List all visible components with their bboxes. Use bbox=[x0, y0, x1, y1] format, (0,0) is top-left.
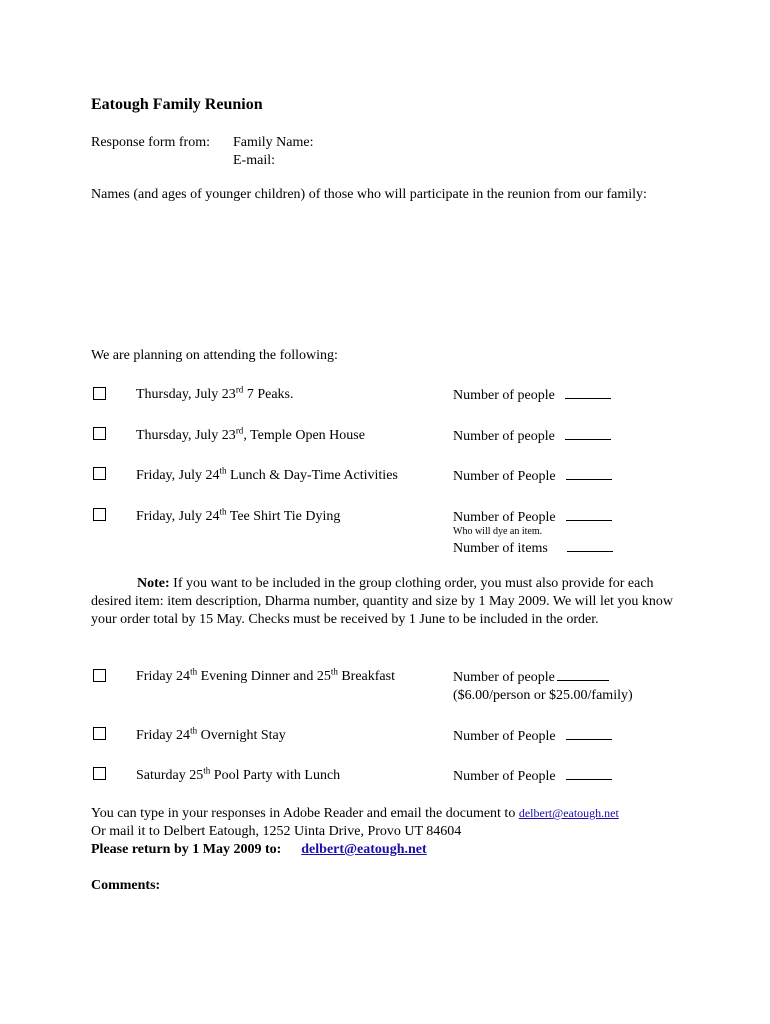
event-count-2: Number of people bbox=[453, 427, 611, 445]
family-name-label: Family Name: bbox=[233, 135, 314, 150]
event-count-3: Number of People bbox=[453, 467, 612, 485]
response-form-label: Response form from: bbox=[91, 135, 210, 150]
page-title: Eatough Family Reunion bbox=[91, 96, 263, 113]
return-instructions: Please return by 1 May 2009 to: delbert@eatough.net bbox=[91, 842, 427, 857]
event-label-4: Friday, July 24th Tee Shirt Tie Dying bbox=[136, 506, 341, 524]
event-checkbox-7[interactable] bbox=[93, 767, 106, 780]
event-checkbox-3[interactable] bbox=[93, 467, 106, 480]
event-checkbox-5[interactable] bbox=[93, 669, 106, 682]
event-count-field-3[interactable] bbox=[566, 467, 612, 480]
email-label: E-mail: bbox=[233, 153, 275, 168]
event-label-2: Thursday, July 23rd, Temple Open House bbox=[136, 425, 365, 443]
event-count-field-5[interactable] bbox=[557, 668, 609, 681]
event-count-field-1[interactable] bbox=[565, 386, 611, 399]
event-label-7: Saturday 25th Pool Party with Lunch bbox=[136, 765, 341, 783]
event-label-1: Thursday, July 23rd 7 Peaks. bbox=[136, 384, 294, 402]
items-count: Number of items bbox=[453, 539, 613, 557]
items-count-field[interactable] bbox=[567, 539, 613, 552]
dye-sub-note: Who will dye an item. bbox=[453, 526, 543, 537]
event-count-6: Number of People bbox=[453, 727, 612, 745]
dinner-price-note: ($6.00/person or $25.00/family) bbox=[453, 688, 633, 703]
event-count-7: Number of People bbox=[453, 767, 612, 785]
comments-label: Comments: bbox=[91, 878, 161, 893]
event-count-field-7[interactable] bbox=[566, 767, 612, 780]
type-in-instructions: You can type in your responses in Adobe Reader and email the document to delbert@eatough.net bbox=[91, 806, 619, 821]
event-label-3: Friday, July 24th Lunch & Day-Time Activities bbox=[136, 465, 398, 483]
event-count-field-4[interactable] bbox=[566, 508, 612, 521]
event-count-5: Number of people bbox=[453, 668, 609, 686]
event-checkbox-2[interactable] bbox=[93, 427, 106, 440]
mail-instructions: Or mail it to Delbert Eatough, 1252 Uinta Drive, Provo UT 84604 bbox=[91, 824, 462, 839]
event-checkbox-6[interactable] bbox=[93, 727, 106, 740]
names-prompt: Names (and ages of younger children) of those who will participate in the reunion from our family: bbox=[91, 187, 647, 202]
event-count-field-6[interactable] bbox=[566, 727, 612, 740]
event-label-5: Friday 24th Evening Dinner and 25th Breakfast bbox=[136, 666, 395, 684]
event-count-1: Number of people bbox=[453, 386, 611, 404]
event-count-4: Number of People bbox=[453, 508, 612, 526]
event-count-field-2[interactable] bbox=[565, 427, 611, 440]
event-label-6: Friday 24th Overnight Stay bbox=[136, 725, 286, 743]
return-email-link[interactable]: delbert@eatough.net bbox=[301, 842, 427, 857]
clothing-order-note: Note: If you want to be included in the group clothing order, you must also provide for each desired item: item description, Dharma number, quantity and size by 1 May 2009. We will let you know your order total by 15 May. Checks must be received by 1 June to be included in the order. bbox=[91, 576, 674, 627]
event-checkbox-1[interactable] bbox=[93, 387, 106, 400]
event-checkbox-4[interactable] bbox=[93, 508, 106, 521]
email-link[interactable]: delbert@eatough.net bbox=[518, 806, 619, 820]
planning-prompt: We are planning on attending the following: bbox=[91, 348, 338, 363]
